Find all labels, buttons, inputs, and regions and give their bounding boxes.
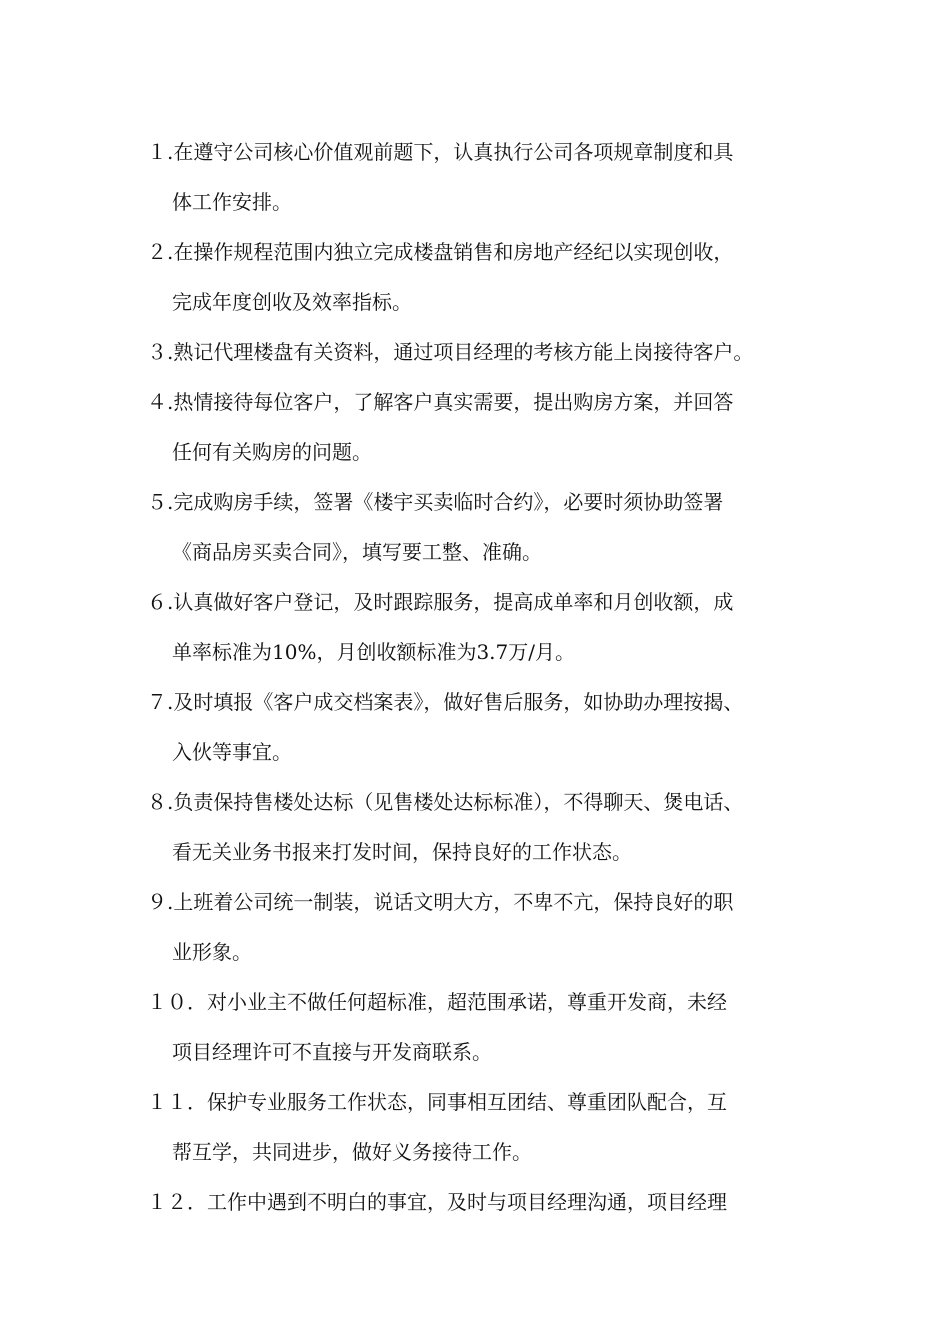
item-line: １０．对小业主不做任何超标准，超范围承诺，尊重开发商，未经 [147,990,727,1014]
list-item [147,982,837,1082]
item-line-continued: 看无关业务书报来打发时间，保持良好的工作状态。 [172,840,632,864]
item-line: ３.熟记代理楼盘有关资料，通过项目经理的考核方能上岗接待客户。 [147,340,754,364]
list-item [147,882,837,982]
item-line: ２.在操作规程范围内独立完成楼盘销售和房地产经纪以实现创收， [147,240,734,264]
item-line: ４.热情接待每位客户，了解客户真实需要，提出购房方案，并回答 [147,390,734,414]
item-line-continued: 帮互学，共同进步，做好义务接待工作。 [172,1140,532,1164]
item-line-continued: 完成年度创收及效率指标。 [172,290,412,314]
item-line-continued: 体工作安排。 [172,190,292,214]
list-item [147,232,837,332]
item-line: ５.完成购房手续，签署《楼宇买卖临时合约》，必要时须协助签署 [147,490,724,514]
item-line-continued: 入伙等事宜。 [172,740,292,764]
list-item [147,332,837,382]
item-line-continued: 任何有关购房的问题。 [172,440,372,464]
item-line: ８.负责保持售楼处达标（见售楼处达标标准），不得聊天、煲电话、 [147,790,744,814]
item-line: １２．工作中遇到不明白的事宜，及时与项目经理沟通，项目经理 [147,1190,727,1214]
item-line-continued: 项目经理许可不直接与开发商联系。 [172,1040,492,1064]
list-item [147,582,837,682]
item-line-continued: 《商品房买卖合同》，填写要工整、准确。 [172,540,542,564]
list-item [147,1082,837,1182]
list-item [147,782,837,882]
item-line: ６.认真做好客户登记，及时跟踪服务，提高成单率和月创收额，成 [147,590,734,614]
list-item [147,382,837,482]
item-line: ７.及时填报《客户成交档案表》，做好售后服务，如协助办理按揭、 [147,690,744,714]
item-line: ９.上班着公司统一制装，说话文明大方，不卑不亢，保持良好的职 [147,890,734,914]
item-line: １.在遵守公司核心价值观前题下，认真执行公司各项规章制度和具 [147,140,734,164]
list-item [147,482,837,582]
list-item [147,682,837,782]
list-item [147,132,837,232]
item-line-continued: 单率标准为10%，月创收额标准为3.7万/月。 [172,640,575,664]
list-item [147,1182,837,1232]
item-line-continued: 业形象。 [172,940,252,964]
duty-list [147,132,837,1232]
item-line: １１．保护专业服务工作状态，同事相互团结、尊重团队配合，互 [147,1090,727,1114]
